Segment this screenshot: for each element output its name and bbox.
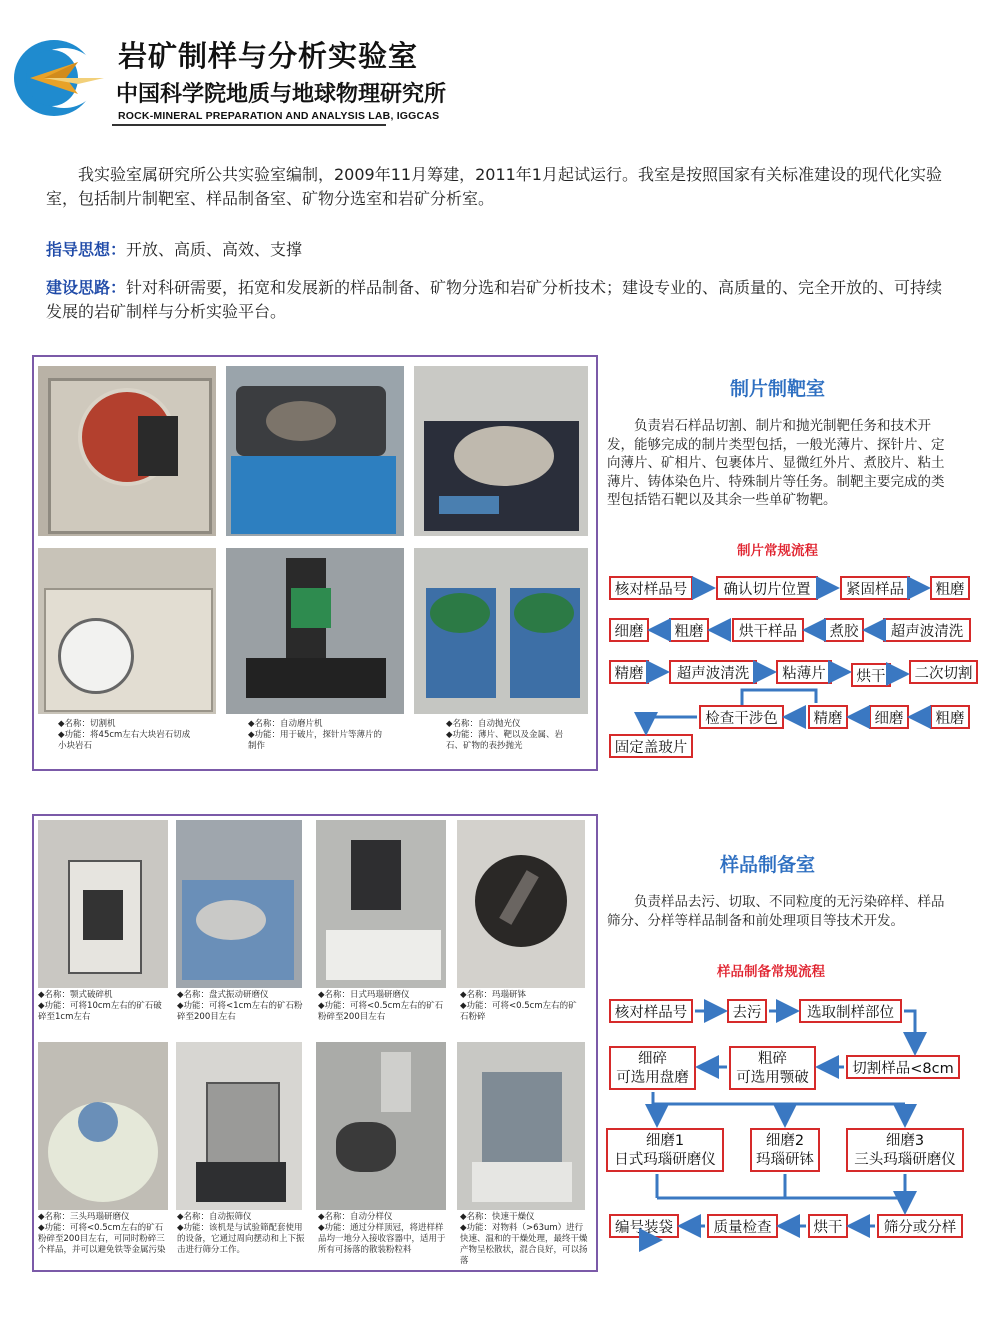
build-text: 针对科研需要，拓宽和发展新的样品制备、矿物分选和岩矿分析技术；建设专业的、高质量的、完全开放的、可持续发展的岩矿制样与分析实验平台。 — [46, 278, 943, 321]
flow1-coarse-grind-3: 粗磨 — [930, 705, 970, 729]
section2-flow-title: 样品制备常规流程 — [717, 964, 825, 980]
caption-name: ◆名称：自动振筛仪 — [177, 1212, 252, 1222]
flow1-precision-grind-2: 精磨 — [808, 705, 848, 729]
flow2-label-and-bag: 编号装袋 — [609, 1214, 679, 1238]
institute-name-cn: 中国科学院地质与地球物理研究所 — [116, 82, 447, 107]
caption-name: ◆名称：快速干燥仪 — [460, 1212, 535, 1222]
caption-function: ◆功能：可将<0.5cm左右的矿石粉碎至200目左右，可同时粉碎三个样品，并可以避免铁等金属污染 — [38, 1223, 166, 1255]
caption-function: ◆功能：可将<1cm左右的矿石粉碎至200目左右 — [177, 1001, 303, 1022]
caption-name: ◆名称：切割机 — [58, 719, 116, 729]
caption-name: ◆名称：日式玛瑙研磨仪 — [318, 990, 410, 1000]
caption-function: ◆功能：该机是与试验筛配套使用的设备，它通过周向摆动和上下振击进行筛分工作。 — [177, 1223, 305, 1255]
flow2-fine-grind-2-title: 细磨2 — [765, 1133, 805, 1149]
build-label: 建设思路： — [46, 278, 127, 297]
intro-paragraph: 我实验室属研究所公共实验室编制，2009年11月筹建，2011年1月起试运行。我室是按照国家有关标准建设的现代化实验室，包括制片制靶室、样品制备室、矿物分选室和岩矿分析室。 — [46, 165, 942, 208]
caption-function: ◆功能：将45cm左右大块岩石切成小块岩石 — [58, 730, 191, 751]
flow1-coarse-grind-2: 粗磨 — [669, 618, 709, 642]
flow1-fix-cover-glass: 固定盖玻片 — [609, 734, 693, 758]
flow2-fine-crush-note: 可选用盘磨 — [616, 1070, 689, 1086]
guide-label: 指导思想： — [46, 240, 127, 259]
flow1-confirm-cut-position: 确认切片位置 — [716, 576, 818, 600]
caption-name: ◆名称：自动分样仪 — [318, 1212, 393, 1222]
section1-flow-title: 制片常规流程 — [737, 543, 818, 559]
flow2-sieve-or-split: 筛分或分样 — [877, 1214, 963, 1238]
flow2-fine-grind-2-note: 玛瑙研钵 — [756, 1152, 814, 1168]
flow1-coarse-grind: 粗磨 — [930, 576, 970, 600]
caption-function: ◆功能：通过分样顶冠，将进样样品均一地分入接收容器中，适用于所有可扬落的散装粉粒料 — [318, 1223, 446, 1255]
flow1-fine-grind: 细磨 — [609, 618, 649, 642]
flow2-coarse-crush-note: 可选用颚破 — [736, 1070, 809, 1086]
lab-title-en: ROCK-MINERAL PREPARATION AND ANALYSIS LAB, IGGCAS — [118, 110, 440, 122]
flow2-fine-grind-1-note: 日式玛瑙研磨仪 — [614, 1152, 716, 1168]
section1-description: 负责岩石样品切割、制片和抛光制靶任务和技术开发，能够完成的制片类型包括，一般光薄片、探针片、定向薄片、矿相片、包裹体片、显微红外片、煮胶片、粘土薄片、铸体染色片、特殊制片等任务。制靶主要完成的类型包括锆石靶以及其余一些单矿物靶。 — [607, 418, 945, 508]
caption-function: ◆功能：用于破片，探针片等薄片的制作 — [248, 730, 383, 751]
caption-name: ◆名称：自动磨片机 — [248, 719, 323, 729]
flow1-precision-grind: 精磨 — [609, 660, 649, 684]
flow1-check-interference: 检查干涉色 — [699, 705, 784, 729]
flow2-decontaminate: 去污 — [727, 999, 767, 1023]
caption-function: ◆功能：薄片、靶以及金属、岩石、矿物的表抄抛光 — [446, 730, 564, 751]
flow2-coarse-crush-title: 粗碎 — [758, 1051, 787, 1067]
section2-title: 样品制备室 — [720, 854, 816, 876]
flow1-ultrasonic-clean-2: 超声波清洗 — [669, 660, 757, 684]
flow1-glue-thin-section: 粘薄片 — [776, 660, 832, 684]
caption-name: ◆名称：颚式破碎机 — [38, 990, 113, 1000]
flow2-fine-grind-3-note: 三头玛瑙研磨仪 — [854, 1152, 956, 1168]
flow2-select-portion: 选取制样部位 — [799, 999, 902, 1023]
flow2-dry: 烘干 — [808, 1214, 848, 1238]
caption-name: ◆名称：三头玛瑙研磨仪 — [38, 1212, 130, 1222]
flow1-fasten-sample: 紧固样品 — [840, 576, 910, 600]
flow1-boil-glue: 煮胶 — [824, 618, 864, 642]
caption-function: ◆功能：可将<0.5cm左右的矿石粉碎 — [460, 1001, 577, 1022]
flow2-fine-grind-3-title: 细磨3 — [885, 1133, 925, 1149]
flow2-quality-check: 质量检查 — [707, 1214, 778, 1238]
section2-description: 负责样品去污、切取、不同粒度的无污染碎样、样品筛分、分样等样品制备和前处理项目等技术开发。 — [607, 894, 945, 929]
caption-function: ◆功能：对物料（>63um）进行快速、温和的干燥处理，最终干燥产物呈松散状，混合良好，可以扬落 — [460, 1223, 588, 1266]
flow1-fine-grind-2: 细磨 — [869, 705, 909, 729]
flow2-check-sample-id: 核对样品号 — [609, 999, 693, 1023]
flow1-check-sample-id: 核对样品号 — [609, 576, 693, 600]
flow2-fine-grind-1-title: 细磨1 — [645, 1133, 685, 1149]
flow1-ultrasonic-clean: 超声波清洗 — [883, 618, 971, 642]
caption-name: ◆名称：盘式振动研磨仪 — [177, 990, 269, 1000]
caption-name: ◆名称：自动抛光仪 — [446, 719, 521, 729]
caption-name: ◆名称：玛瑙研钵 — [460, 990, 527, 1000]
flow1-dry: 烘干 — [851, 663, 891, 687]
flow2-fine-crush-title: 细碎 — [638, 1051, 667, 1067]
guide-text: 开放、高质、高效、支撑 — [126, 240, 303, 259]
caption-function: ◆功能：可将<0.5cm左右的矿石粉碎至200目左右 — [318, 1001, 444, 1022]
flow2-cut-sample: 切割样品<8cm — [846, 1055, 960, 1079]
flow1-second-cut: 二次切割 — [909, 660, 978, 684]
caption-function: ◆功能：可将10cm左右的矿石破碎至1cm左右 — [38, 1001, 162, 1022]
flow1-dry-sample: 烘干样品 — [732, 618, 804, 642]
lab-title-cn: 岩矿制样与分析实验室 — [118, 39, 419, 73]
section1-title: 制片制靶室 — [730, 378, 826, 400]
